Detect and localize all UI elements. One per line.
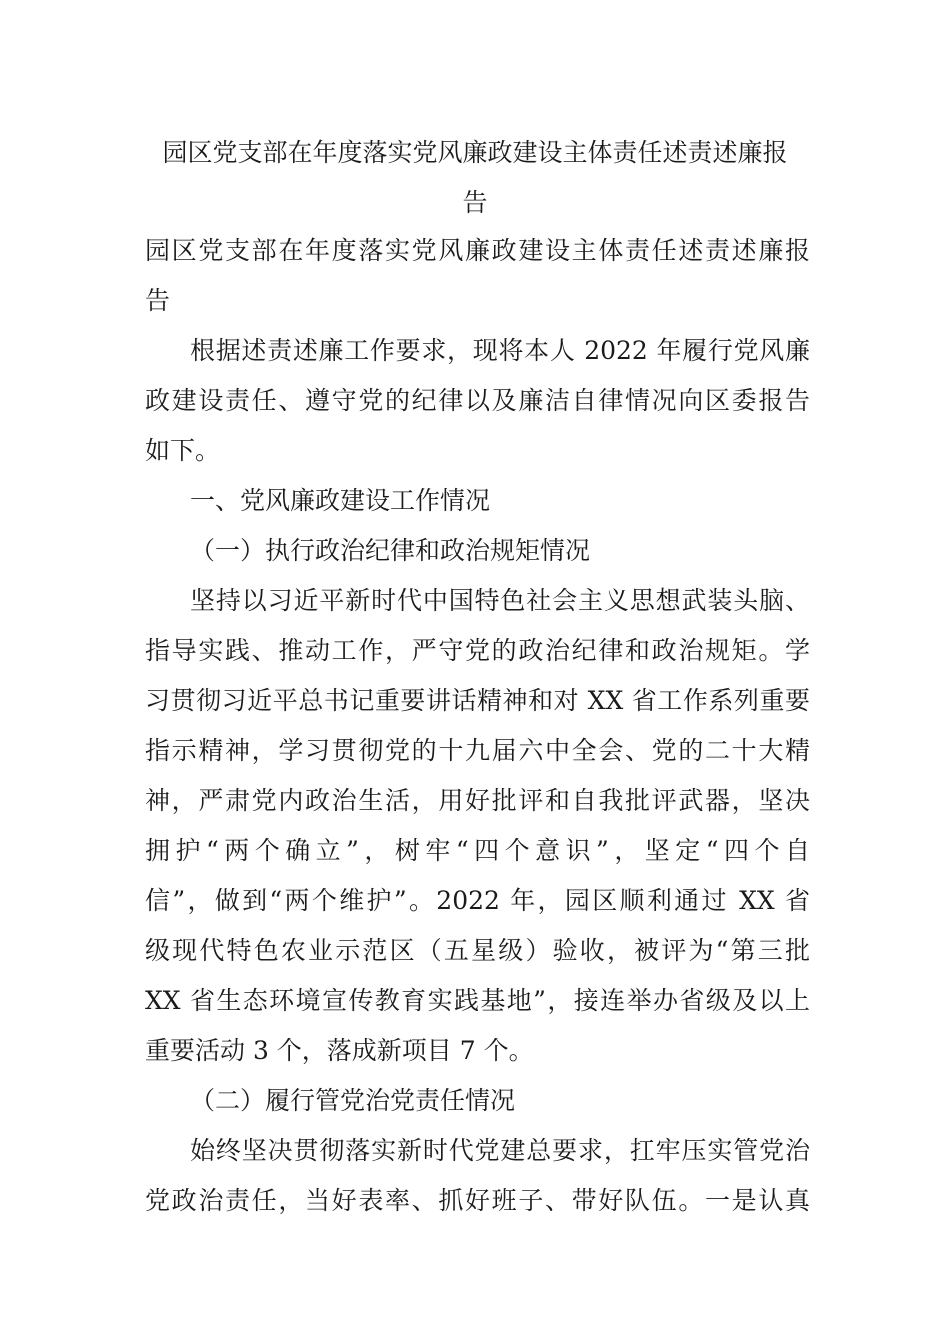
document-title-line-2: 告 — [462, 188, 488, 217]
paragraph-line: 拥护“两个确立”，树牢“四个意识”，坚定“四个自 — [145, 836, 810, 865]
intro-line-3: 如下。 — [145, 436, 221, 465]
paragraph-line: 始终坚决贯彻落实新时代党建总要求，扛牢压实管党治 — [190, 1136, 810, 1165]
paragraph-line: XX 省生态环境宣传教育实践基地”，接连举办省级及以上 — [145, 986, 810, 1015]
document-subtitle-line-1: 园区党支部在年度落实党风廉政建设主体责任述责述廉报 — [145, 236, 810, 265]
subsection-heading-2: （二）履行管党治党责任情况 — [190, 1086, 516, 1115]
paragraph-line: 神，严肃党内政治生活，用好批评和自我批评武器，坚决 — [145, 786, 810, 815]
intro-line-2: 政建设责任、遵守党的纪律以及廉洁自律情况向区委报告 — [145, 386, 810, 415]
paragraph-line: 坚持以习近平新时代中国特色社会主义思想武装头脑、 — [190, 586, 810, 615]
section-heading-1: 一、党风廉政建设工作情况 — [190, 486, 491, 515]
paragraph-line: 重要活动 3 个，落成新项目 7 个。 — [145, 1036, 534, 1065]
paragraph-line: 习贯彻习近平总书记重要讲话精神和对 XX 省工作系列重要 — [145, 686, 810, 715]
paragraph-line: 指导实践、推动工作，严守党的政治纪律和政治规矩。学 — [145, 636, 810, 665]
paragraph-line: 信”，做到“两个维护”。2022 年，园区顺利通过 XX 省 — [145, 886, 810, 915]
paragraph-line: 级现代特色农业示范区（五星级）验收，被评为“第三批 — [145, 936, 810, 965]
document-title-line-1: 园区党支部在年度落实党风廉政建设主体责任述责述廉报 — [162, 138, 788, 167]
document-subtitle-line-2: 告 — [145, 286, 171, 315]
paragraph-line: 指示精神，学习贯彻党的十九届六中全会、党的二十大精 — [145, 736, 810, 765]
paragraph-line: 党政治责任，当好表率、抓好班子、带好队伍。一是认真 — [145, 1186, 810, 1215]
subsection-heading-1: （一）执行政治纪律和政治规矩情况 — [190, 536, 591, 565]
intro-line-1: 根据述责述廉工作要求，现将本人 2022 年履行党风廉 — [190, 336, 810, 365]
